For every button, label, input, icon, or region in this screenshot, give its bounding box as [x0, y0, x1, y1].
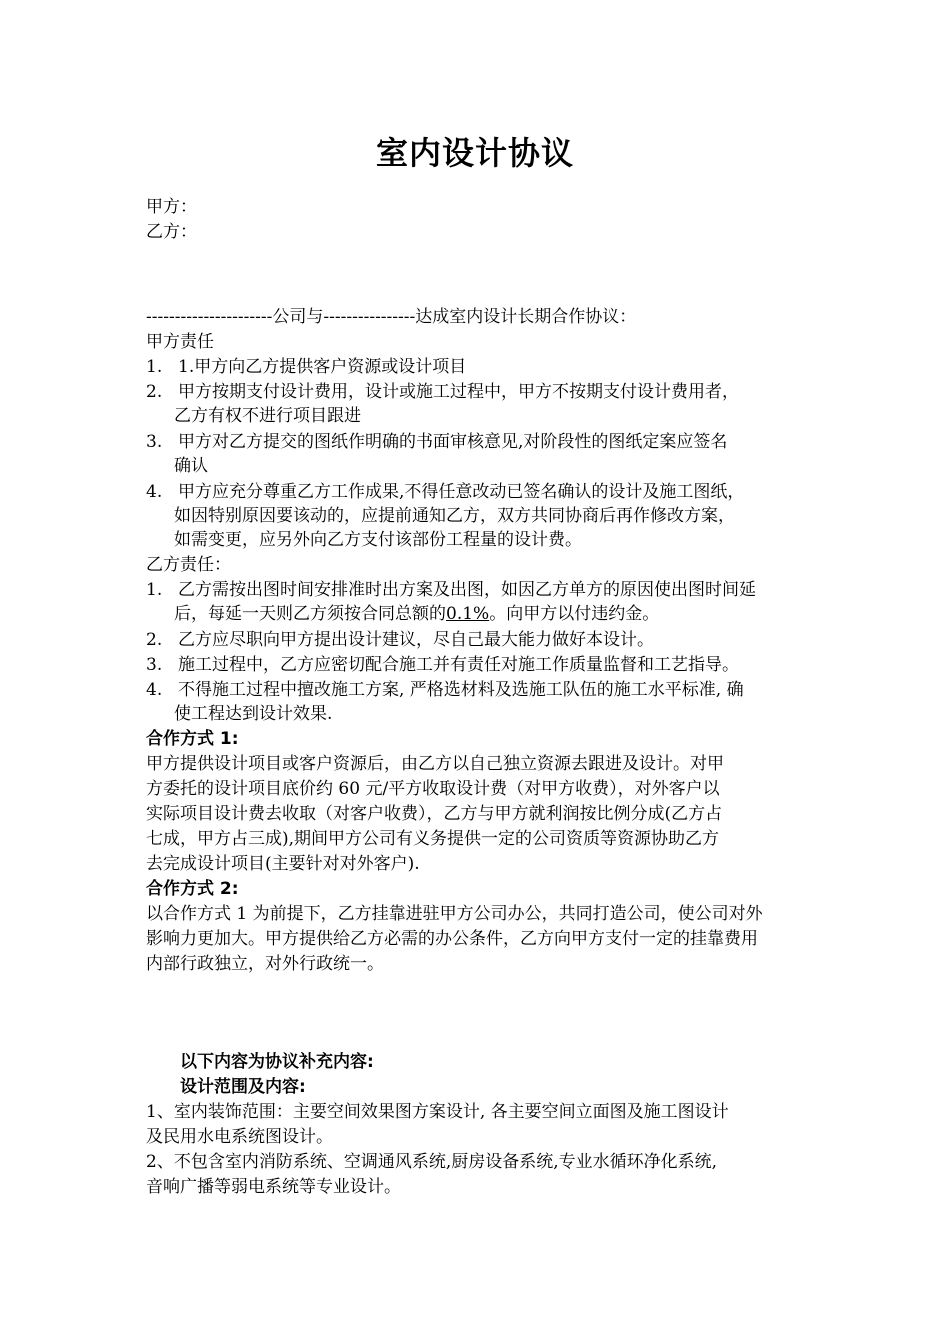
list-text-continuation: 乙方有权不进行项目跟进 — [174, 406, 361, 426]
paragraph-line: 去完成设计项目(主要针对对外客户). — [146, 854, 420, 874]
paragraph-line: 及民用水电系统图设计。 — [146, 1127, 333, 1147]
list-number: 2. — [146, 630, 163, 650]
paragraph-line: 2、不包含室内消防系统、空调通风系统,厨房设备系统,专业水循环净化系统, — [146, 1152, 718, 1172]
list-item — [146, 480, 744, 504]
list-text-continuation: 如需变更，应另外向乙方支付该部份工程量的设计费。 — [174, 530, 582, 550]
list-text: 甲方按期支付设计费用，设计或施工过程中，甲方不按期支付设计费用者， — [178, 382, 739, 402]
list-item — [146, 380, 739, 404]
list-text-continuation: 如因特别原因要该动的，应提前通知乙方，双方共同协商后再作修改方案， — [174, 506, 735, 526]
list-text: 甲方应充分尊重乙方工作成果,不得任意改动已签名确认的设计及施工图纸， — [178, 482, 745, 502]
list-item — [146, 678, 744, 702]
paragraph-line: 内部行政独立，对外行政统一。 — [146, 954, 384, 974]
penalty-text-post: 。向甲方以付违约金。 — [489, 604, 660, 624]
supplement-subheading: 设计范围及内容: — [180, 1077, 306, 1097]
coop2-heading: 合作方式 2: — [146, 879, 239, 899]
penalty-text-pre: 后，每延一天则乙方须按合同总额的 — [174, 604, 446, 624]
list-text-continuation: 确认 — [174, 456, 208, 476]
paragraph-line: 音响广播等弱电系统等专业设计。 — [146, 1177, 401, 1197]
list-item — [146, 355, 466, 379]
paragraph-line: 甲方提供设计项目或客户资源后，由乙方以自己独立资源去跟进及设计。对甲 — [146, 754, 724, 774]
list-text: 甲方对乙方提交的图纸作明确的书面审核意见,对阶段性的图纸定案应签名 — [178, 432, 728, 452]
list-item — [146, 653, 739, 677]
paragraph-line: 七成，甲方占三成),期间甲方公司有义务提供一定的公司资质等资源协助乙方 — [146, 829, 720, 849]
list-text: 乙方应尽职向甲方提出设计建议，尽自己最大能力做好本设计。 — [178, 630, 654, 650]
paragraph-line: 以合作方式 1 为前提下，乙方挂靠进驻甲方公司办公，共同打造公司，使公司对外 — [146, 904, 763, 924]
list-text: 施工过程中，乙方应密切配合施工并有责任对施工作质量监督和工艺指导。 — [178, 655, 739, 675]
list-number: 4. — [146, 482, 163, 502]
list-item — [146, 430, 727, 454]
list-number: 1. — [146, 357, 163, 377]
intro-line: ----------------------公司与----------------达成室内设计长期合作协议： — [146, 307, 637, 327]
penalty-rate: 0.1% — [446, 604, 490, 624]
list-text: 乙方需按出图时间安排准时出方案及出图，如因乙方单方的原因使出图时间延 — [178, 580, 756, 600]
list-item — [146, 578, 756, 602]
list-number: 3. — [146, 655, 163, 675]
list-text: 1.甲方向乙方提供客户资源或设计项目 — [178, 357, 467, 377]
paragraph-line: 方委托的设计项目底价约 60 元/平方收取设计费（对甲方收费），对外客户以 — [146, 779, 720, 799]
coop1-heading: 合作方式 1: — [146, 729, 239, 749]
section-b-heading: 乙方责任： — [146, 555, 231, 575]
list-text-continuation: 使工程达到设计效果. — [174, 704, 333, 724]
section-a-heading: 甲方责任 — [146, 332, 214, 352]
list-number: 3. — [146, 432, 163, 452]
list-text-continuation — [174, 602, 659, 626]
paragraph-line: 1、室内装饰范围：主要空间效果图方案设计, 各主要空间立面图及施工图设计 — [146, 1102, 729, 1122]
supplement-heading: 以下内容为协议补充内容: — [180, 1052, 374, 1072]
list-text: 不得施工过程中擅改施工方案, 严格选材料及选施工队伍的施工水平标准, 确 — [178, 680, 744, 700]
list-number: 1. — [146, 580, 163, 600]
document-title: 室内设计协议 — [375, 134, 574, 172]
paragraph-line: 实际项目设计费去收取（对客户收费），乙方与甲方就利润按比例分成(乙方占 — [146, 804, 723, 824]
party-b-label: 乙方： — [146, 222, 197, 242]
list-number: 2. — [146, 382, 163, 402]
party-a-label: 甲方： — [146, 197, 197, 217]
list-item — [146, 628, 654, 652]
list-number: 4. — [146, 680, 163, 700]
paragraph-line: 影响力更加大。甲方提供给乙方必需的办公条件，乙方向甲方支付一定的挂靠费用 — [146, 929, 758, 949]
